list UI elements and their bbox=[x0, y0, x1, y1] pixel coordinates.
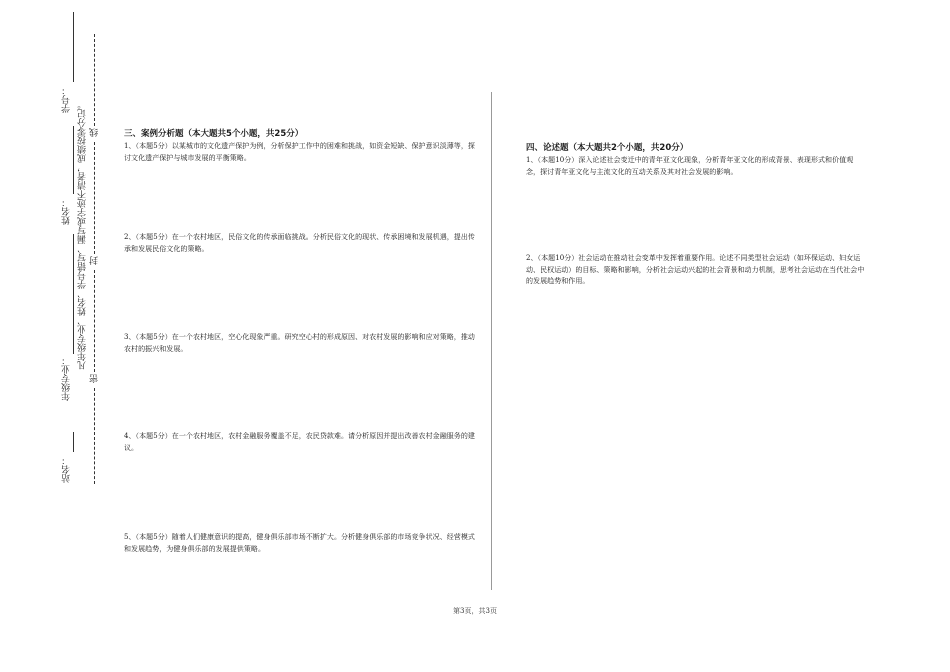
question-item: 2、（本题5分）在一个农村地区，民俗文化的传承面临挑战。分析民俗文化的现状、传承困境和发展机遇，提出传承和发展民俗文化的策略。 bbox=[124, 233, 475, 253]
section-title: 四、论述题（本大题共2个小题，共20分） bbox=[526, 143, 689, 153]
seal-char-line: 线 bbox=[90, 128, 100, 137]
grade-major-label: 年级专业： bbox=[62, 356, 72, 401]
grade-major-line bbox=[73, 234, 74, 354]
column-divider bbox=[491, 92, 492, 590]
question-item: 1、（本题5分）以某城市的文化遗产保护为例，分析保护工作中的困难和挑战，如资金短缺、保护意识淡薄等，探讨文化遗产保护与城市发展的平衡策略。 bbox=[124, 142, 475, 162]
question-item: 5、（本题5分）随着人们健康意识的提高，健身俱乐部市场不断扩大。分析健身俱乐部的市场竞争状况、经营模式和发展趋势，为健身俱乐部的发展提供策略。 bbox=[124, 533, 475, 553]
question-item: 1、（本题10分）深入论述社会变迁中的青年亚文化现象，分析青年亚文化的形成背景、表现形式和价值观念，探讨青年亚文化与主流文化的互动关系及其对社会发展的影响。 bbox=[526, 156, 854, 176]
question-item: 3、（本题5分）在一个农村地区，空心化现象严重。研究空心村的形成原因、对农村发展的影响和应对策略，推动农村的振兴和发展。 bbox=[124, 333, 475, 353]
section-essay bbox=[526, 142, 866, 288]
binding-margin bbox=[40, 8, 102, 508]
seal-line-lower bbox=[94, 270, 95, 372]
page-number: 第3页，共3页 bbox=[453, 607, 497, 615]
section-case-analysis bbox=[124, 128, 480, 555]
center-line bbox=[73, 432, 74, 452]
binding-notice: 凡年级专业、姓名、学号错写、漏写或字迹不清者，成绩按零分记。 bbox=[78, 100, 88, 370]
seal-line-bottom bbox=[94, 388, 95, 484]
question-item: 4、（本题5分）在一个农村地区，农村金融服务覆盖不足，农民贷款难。请分析原因并提出改善农村金融服务的建议。 bbox=[124, 432, 475, 452]
seal-line-top bbox=[94, 34, 95, 126]
student-id-label: 学号： bbox=[62, 86, 72, 113]
seal-char-secret: 密 bbox=[90, 374, 100, 383]
section-title: 三、案例分析题（本大题共5个小题，共25分） bbox=[124, 129, 304, 139]
seal-char-seal: 封 bbox=[90, 256, 100, 265]
name-label: 姓名： bbox=[62, 198, 72, 225]
name-line bbox=[73, 126, 74, 194]
center-label: 站名： bbox=[62, 456, 72, 483]
question-item: 2、（本题10分）社会运动在推动社会变革中发挥着重要作用。论述不同类型社会运动（如环保运动、妇女运动、民权运动）的目标、策略和影响，分析社会运动兴起的社会背景和动力机制，思考社会运动在当代社会中的发展趋势和作用。 bbox=[526, 254, 865, 285]
student-id-line bbox=[73, 12, 74, 82]
seal-line-middle bbox=[94, 142, 95, 254]
